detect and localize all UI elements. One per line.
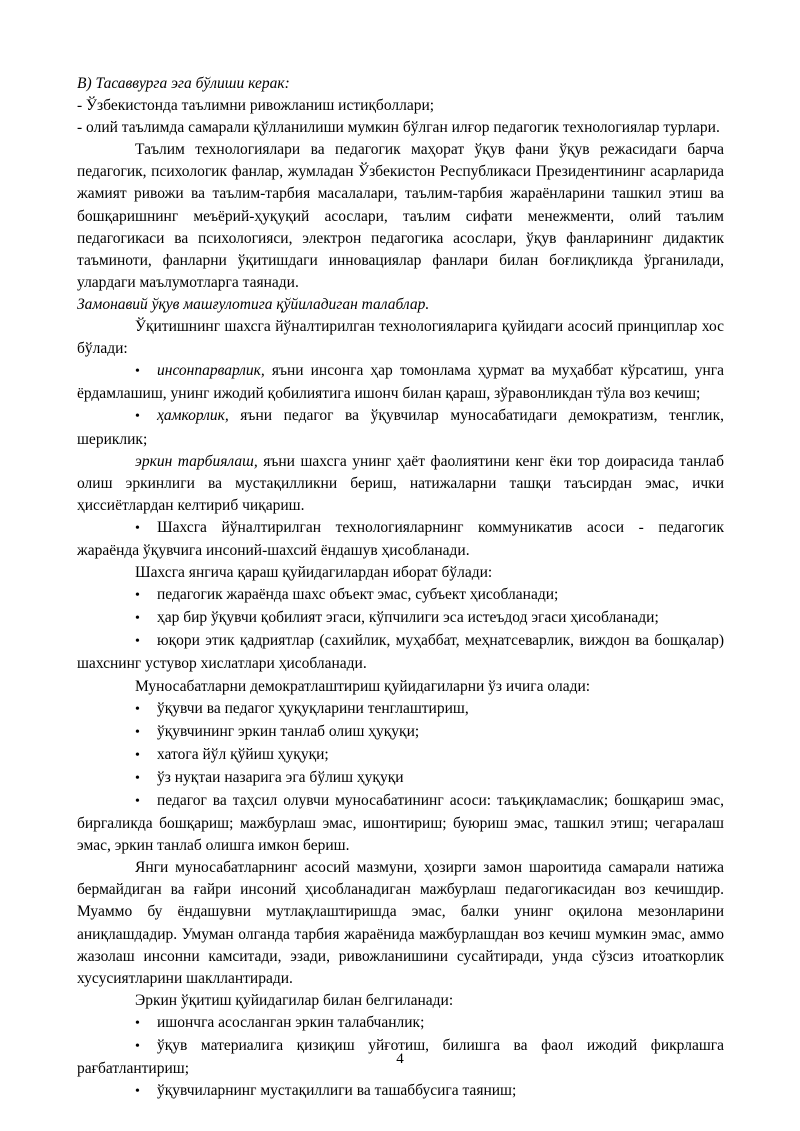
bullet-icon: • xyxy=(135,701,140,717)
bullet-icon: • xyxy=(135,770,140,786)
list-item: • ўқувчи ва педагог ҳуқуқларини тенглаштириш, xyxy=(77,698,724,721)
dash-item-1: - Ўзбекистонда таълимни ривожланиш истиқболлари; xyxy=(77,97,435,115)
paragraph-new-view: Шахсга янгича қараш қуйидагилардан иборат бўлади: xyxy=(135,564,493,582)
heading-requirements: Замонавий ўқув машғулотига қўйиладиган талаблар. xyxy=(77,295,430,313)
paragraph-new-relations: Янги муносабатларнинг асосий мазмуни, ҳозирги замон шароитида самарали натижа бермайдиган ва ғайри инсоний ҳисобланадиган мажбурлаш педагогикасидан воз кечишдир. Муаммо бу ёндашувни мутлақлаштиришда эмас, балки унинг оқилона мезонларини аниқлашдадир. Умуман олганда тарбия жараёнида мажбурлашдан воз кечиш мумкин эмас, аммо жазолаш инсонни камситади, эзади, ривожланишини сусайтиради, унда сўзсиз итоаткорлик хусусиятларини шакллантиради. xyxy=(77,859,724,987)
bullet-icon: • xyxy=(135,409,140,425)
list-item: • педагог ва таҳсил олувчи муносабатининг асоси: таъқиқламаслик; бошқариш эмас, биргаликда бошқариш; мажбурлаш эмас, ишонтириш; буюриш эмас, ташкил этиш; чегаралаш эмас, эркин танлаб олишга имкон бериш. xyxy=(77,792,724,855)
page-body xyxy=(77,73,724,1103)
list-item: • ўқувчининг эркин танлаб олиш ҳуқуқи; xyxy=(77,721,724,744)
list-new-view xyxy=(77,584,724,675)
bullet-icon: • xyxy=(135,364,140,380)
list-item: • хатога йўл қўйиш ҳуқуқи; xyxy=(77,744,724,767)
page-number: 4 xyxy=(396,1051,404,1067)
paragraph-principles: Ўқитишнинг шахсга йўналтирилган технологияларига қуйидаги асосий принциплар хос бўлади: xyxy=(77,318,724,358)
bullet-icon: • xyxy=(135,724,140,740)
bullet-icon: • xyxy=(135,1039,140,1055)
bullet-communicative: • Шахсга йўналтирилган технологияларнинг коммуникатив асоси - педагогик жараёнда ўқувчига инсоний-шахсий ёндашув ҳисобланади. xyxy=(77,518,724,559)
dash-item-2: - олий таълимда самарали қўлланилиши мумкин бўлган илғор педагогик технологиялар турлари. xyxy=(77,119,720,137)
bullet-icon: • xyxy=(135,520,140,536)
bullet-icon: • xyxy=(135,588,140,604)
bullet-icon: • xyxy=(135,634,140,650)
bullet-icon: • xyxy=(135,747,140,763)
list-item: • педагогик жараёнда шахс объект эмас, субъект ҳисобланади; xyxy=(77,584,724,607)
bullet-cooperation: • ҳамкорлик, яъни педагог ва ўқувчилар муносабатидаги демократизм, тенглик, шериклик; xyxy=(77,407,724,448)
heading-imagination: В) Тасаввурга эга бўлиши керак: xyxy=(77,75,290,92)
list-item: • ўқув материалига қизиқиш уйғотиш, билишга ва фаол ижодий фикрлашга рағбатлантириш; xyxy=(77,1037,724,1078)
bullet-icon: • xyxy=(135,1084,140,1100)
list-democratization xyxy=(77,698,724,858)
paragraph-free-teaching: Эркин ўқитиш қуйидагилар билан белгиланади: xyxy=(135,991,454,1009)
bullet-humanism: • инсонпарварлик, яъни инсонга ҳар томонлама ҳурмат ва муҳаббат кўрсатиш, унга ёрдамлашиш, унинг ижодий қобилиятига ишонч билан қараш, зўравонликдан тўла воз кечиш; xyxy=(77,362,724,403)
list-item: • ишончга асосланган эркин талабчанлик; xyxy=(77,1012,724,1035)
list-item: • ўқувчиларнинг мустақиллиги ва ташаббусига таяниш; xyxy=(77,1080,724,1103)
list-item: • ўз нуқтаи назарига эга бўлиш ҳуқуқи xyxy=(77,767,724,790)
paragraph-democratization: Муносабатларни демократлаштириш қуйидагиларни ўз ичига олади: xyxy=(135,677,591,695)
list-item: • юқори этик қадриятлар (сахийлик, муҳаббат, меҳнатсеварлик, виждон ва бошқалар) шахснинг устувор хислатлари ҳисобланади. xyxy=(77,632,724,673)
bullet-icon: • xyxy=(135,1015,140,1031)
paragraph-free-upbringing: эркин тарбиялаш, яъни шахсга унинг ҳаёт фаолиятини кенг ёки тор доирасида танлаб олиш эркинлиги ва мустақилликни бериш, натижаларни ташқи таъсирдан эмас, ички ҳиссиётлардан келтириб чиқариш. xyxy=(77,452,724,514)
paragraph-subject-links: Таълим технологиялари ва педагогик маҳорат ўқув фани ўқув режасидаги барча педагогик, психологик фанлар, жумладан Ўзбекистон Республикаси Президентининг асарларида жамият ривожи ва таълим-тарбия масалалари, таълим-тарбия жараёнларини ташкил этиш ва бошқаришнинг меъёрий-ҳуқуқий асослари, таълим сифати менежменти, олий таълим педагогикаси ва психологияси, электрон педагогика асослари, ўқув фанларининг дидактик таъминоти, фанларни ўқитишдаги инновациялар фанлари билан боғлиқликда ўрганилади, улардаги маълумотларга таянади. xyxy=(77,141,724,291)
bullet-icon: • xyxy=(135,611,140,627)
list-item: • ҳар бир ўқувчи қобилият эгаси, кўпчилиги эса истеъдод эгаси ҳисобланади; xyxy=(77,607,724,630)
bullet-icon: • xyxy=(135,794,140,809)
